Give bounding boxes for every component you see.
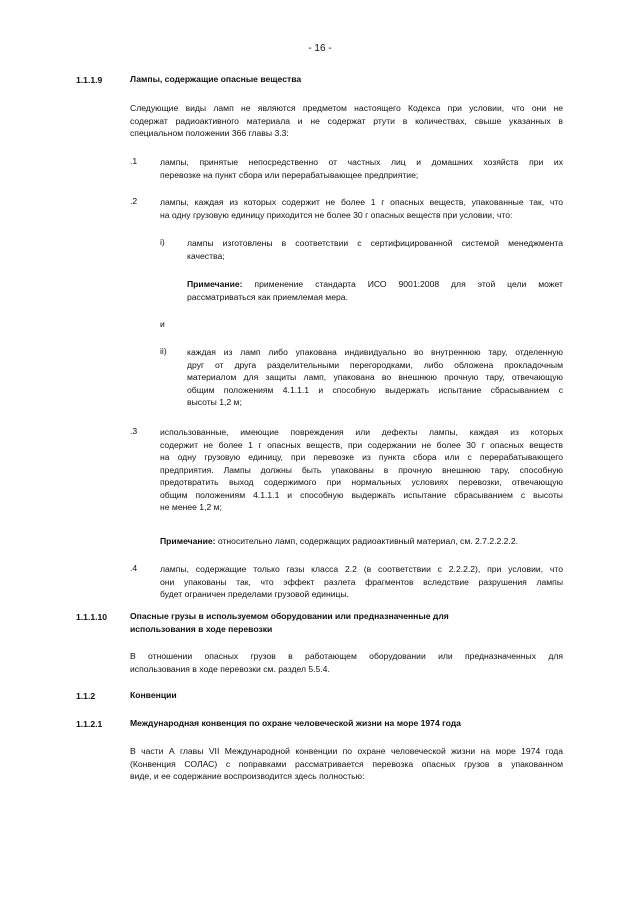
section-number: 1.1.1.10 [76,612,108,622]
subitem-marker: i) [160,237,165,247]
section-title: Конвенции [130,690,177,700]
section-title: Лампы, содержащие опасные вещества [130,74,302,84]
subitem-marker: ii) [160,346,167,356]
conjunction-and: и [160,319,165,329]
section-body: В отношении опасных грузов в работающем оборудовании или предназначенных для использования в ходе перевозки см. раздел 5.5.4. [130,651,563,674]
intro-paragraph: Следующие виды ламп не являются предметом настоящего Кодекса при условии, что они не содержат радиоактивного материала и не содержат ртути в количествах, свыше указанных в специальном положении 366 главы 3.3: [130,103,563,138]
section-title: Международная конвенция по охране человеческой жизни на море 1974 года [130,718,461,728]
note-2: Примечание: относительно ламп, содержащих радиоактивный материал, см. 2.7.2.2.2.2. [160,536,519,546]
item-marker: .2 [130,196,138,206]
section-number: 1.1.2 [76,691,96,701]
item-1-text: лампы, принятые непосредственно от частных лиц и домашних хозяйств при их перевозке на пункт сбора или перерабатывающее предприятие; [160,157,563,180]
section-number: 1.1.2.1 [76,719,103,729]
subitem-i-text: лампы изготовлены в соответствии с сертифицированной системой менеджмента качества; [187,238,563,261]
item-marker: .4 [130,563,138,573]
page-number: - 16 - [308,43,332,54]
item-marker: .3 [130,426,138,436]
subitem-ii-text: каждая из ламп либо упакована индивидуально во внутреннюю тару, отделенную друг от друга разделительными перегородками, либо обложена прокладочным материалом для защиты ламп, упакована во внешнюю прочную тару, отвечающую общим положениям 4.1.1.1 и способную выдержать испытание сбрасыванием с высоты 1,2 м; [187,347,563,407]
note-1: Примечание: применение стандарта ИСО 9001:2008 для этой цели может рассматриваться как приемлемая мера. [187,279,563,302]
section-title: Опасные грузы в используемом оборудовании или предназначенные для использования в ходе перевозки [130,611,449,634]
item-marker: .1 [130,156,138,166]
note-label: Примечание: [187,279,243,289]
section-number: 1.1.1.9 [76,75,103,85]
note-label: Примечание: [160,536,216,546]
item-4-text: лампы, содержащие только газы класса 2.2 (в соответствии с 2.2.2.2), при условии, что они упакованы так, что эффект разлета фрагментов вследствие разрушения лампы будет ограничен пределами грузовой единицы. [160,564,563,599]
section-body: В части А главы VII Международной конвенции по охране человеческой жизни на море 1974 года (Конвенция СОЛАС) с поправками рассматривается перевозка опасных грузов в упакованном виде, и ее содержание воспроизводится здесь полностью: [130,746,563,781]
item-2-text: лампы, каждая из которых содержит не более 1 г опасных веществ, упакованные так, что на одну грузовую единицу приходится не более 30 г опасных веществ при условии, что: [160,197,563,220]
item-3-text: использованные, имеющие повреждения или дефекты лампы, каждая из которых содержит не более 1 г опасных веществ, при содержании не более 30 г опасных веществ на одну грузовую единицу, при перевозке из пункта сбора или с перерабатывающего предприятия. Лампы должны быть упакованы в прочную внешнюю тару, способную предотвратить выход содержимого при нормальных условиях перевозки, отвечающую общим положениям 4.1.1.1 и способную выдержать испытание сбрасыванием с высоты не менее 1,2 м; [160,427,563,512]
